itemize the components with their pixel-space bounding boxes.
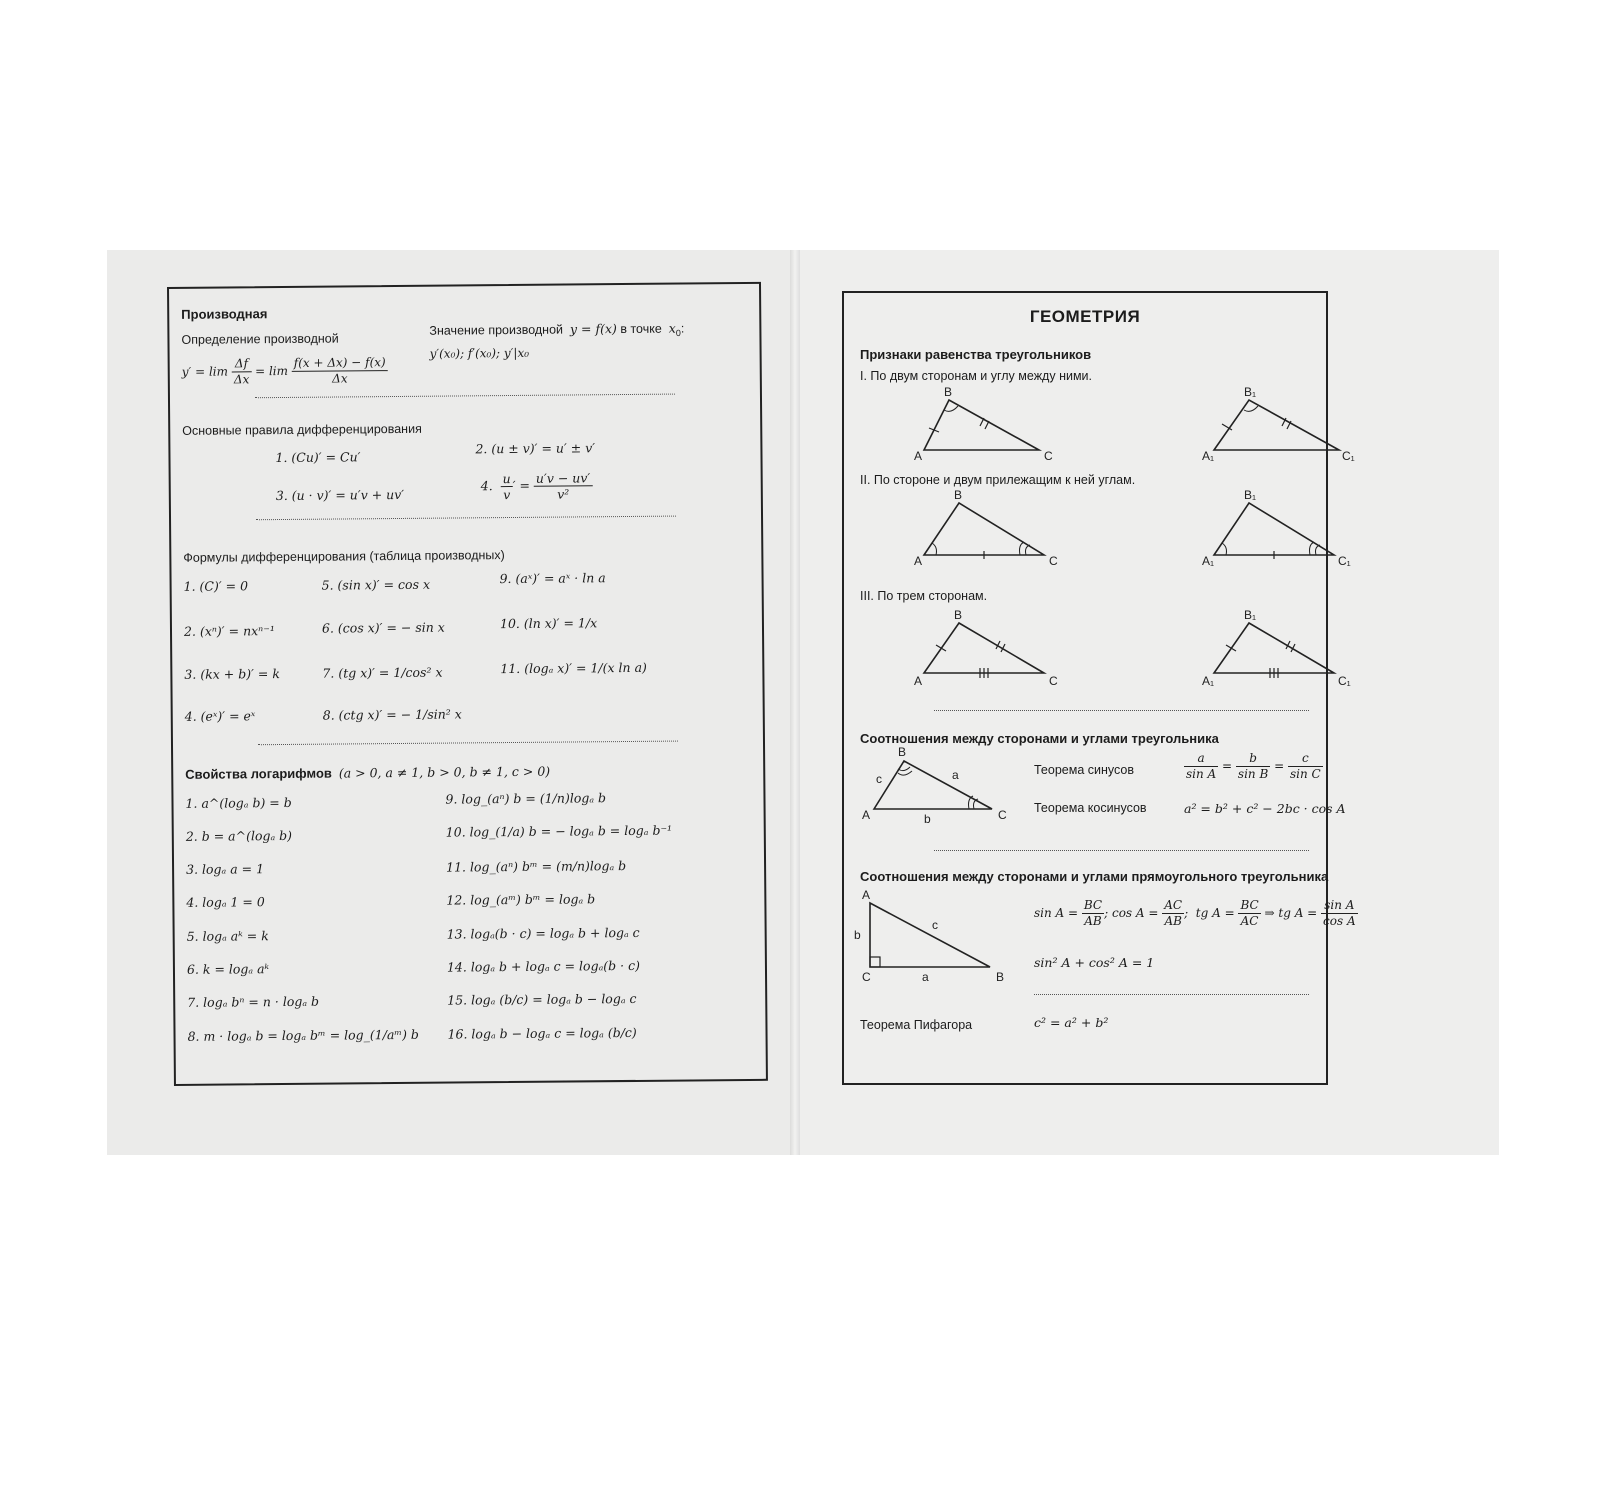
deriv-7: 7. (tg x)′ = 1/cos² x bbox=[322, 664, 443, 681]
label-C: C bbox=[1044, 449, 1053, 463]
log-2: 2. b = a^(logₐ b) bbox=[185, 827, 293, 844]
deriv-2: 2. (xⁿ)′ = nxⁿ⁻¹ bbox=[183, 623, 275, 639]
log-3: 3. logₐ a = 1 bbox=[186, 861, 265, 877]
rule-3: 3. (u · v)′ = u′v + uv′ bbox=[275, 486, 405, 504]
deriv-9: 9. (aˣ)′ = aˣ · ln a bbox=[499, 570, 606, 587]
label-side-a: a bbox=[922, 970, 929, 984]
criterion-2-triangles bbox=[914, 488, 1351, 573]
cosines-label: Теорема косинусов bbox=[1034, 801, 1147, 815]
log-12: 12. log_(aᵐ) bᵐ = logₐ b bbox=[446, 891, 596, 908]
log-7: 7. logₐ bⁿ = n · logₐ b bbox=[187, 993, 320, 1010]
label-B: B bbox=[954, 608, 963, 622]
log-14: 14. logₐ b + logₐ c = logₐ(b · c) bbox=[446, 957, 640, 975]
label-C: C bbox=[1049, 674, 1058, 688]
triangle-a1b1c1 bbox=[1214, 400, 1339, 450]
label-B1: B₁ bbox=[1244, 608, 1257, 622]
label-B1: B₁ bbox=[1244, 488, 1257, 502]
criterion-2: II. По стороне и двум прилежащим к ней углам. bbox=[860, 473, 1136, 487]
book-gutter bbox=[790, 250, 800, 1155]
criterion-1-triangles bbox=[914, 385, 1355, 468]
label-C1: C₁ bbox=[1342, 449, 1355, 463]
criterion-3-triangles bbox=[914, 608, 1351, 693]
log-4: 4. logₐ 1 = 0 bbox=[186, 894, 265, 910]
log-8: 8. m · logₐ b = logₐ bᵐ = log_(1/aᵐ) b bbox=[187, 1026, 419, 1044]
label-side-c: c bbox=[876, 772, 882, 786]
pythagoras-label: Теорема Пифагора bbox=[860, 1018, 973, 1032]
label-side-b: b bbox=[854, 928, 861, 942]
value-formula: y′(x₀); f′(x₀); y′|x₀ bbox=[429, 345, 530, 361]
geometry-title: ГЕОМЕТРИЯ bbox=[1029, 307, 1141, 326]
label-A1: A₁ bbox=[1202, 449, 1215, 463]
definition-label: Определение производной bbox=[181, 331, 339, 347]
log-condition: (a > 0, a ≠ 1, b > 0, b ≠ 1, c > 0) bbox=[338, 763, 551, 781]
log-1: 1. a^(logₐ b) = b bbox=[185, 794, 292, 811]
triangle-abc bbox=[924, 503, 1044, 555]
label-C: C bbox=[998, 808, 1007, 822]
label-B: B bbox=[944, 385, 953, 399]
trig-formulas: sin A = $\frac{BC}{AB}$ ; cos A = $\frac{AC}{AB}$ ; tg A = $\frac{BC}{AC}$ ⇒ tg A = $\frac{\text{sin A}}{\text{cos A}}$ bbox=[1034, 898, 1356, 928]
divider bbox=[934, 709, 1309, 711]
label-B: B bbox=[954, 488, 963, 502]
label-C: C bbox=[862, 970, 871, 984]
relations-title: Соотношения между сторонами и углами треугольника bbox=[860, 731, 1219, 746]
label-side-a: a bbox=[952, 768, 959, 782]
criterion-3: III. По трем сторонам. bbox=[860, 589, 988, 603]
log-9: 9. log_(aⁿ) b = (1/n)logₐ b bbox=[445, 790, 607, 807]
triangle-abc bbox=[924, 400, 1039, 450]
definition-formula: y′ = lim $\frac{\Delta f}{\Delta x}$ = lim $\frac{f(x + \Delta x) - f(x)}{\Delta x}$ bbox=[182, 355, 388, 388]
divider bbox=[258, 740, 678, 746]
label-A: A bbox=[862, 888, 871, 902]
sines-label: Теорема синусов bbox=[1034, 763, 1134, 777]
deriv-4: 4. (eˣ)′ = eˣ bbox=[184, 708, 256, 724]
deriv-10: 10. (ln x)′ = 1/x bbox=[499, 615, 598, 632]
divider bbox=[934, 849, 1309, 851]
log-15: 15. logₐ (b/c) = logₐ b − logₐ c bbox=[447, 990, 637, 1008]
right-frame bbox=[842, 291, 1356, 1085]
deriv-3: 3. (kx + b)′ = k bbox=[184, 666, 280, 682]
label-A: A bbox=[914, 674, 923, 688]
label-A: A bbox=[914, 449, 923, 463]
left-frame bbox=[167, 282, 768, 1086]
log-5: 5. logₐ aᵏ = k bbox=[186, 928, 269, 944]
deriv-8: 8. (ctg x)′ = − 1/sin² x bbox=[322, 706, 462, 723]
log-title: Свойства логарифмов bbox=[185, 765, 332, 782]
derivative-title: Производная bbox=[181, 306, 268, 322]
criterion-1: I. По двум сторонам и углу между ними. bbox=[860, 369, 1093, 383]
deriv-1: 1. (C)′ = 0 bbox=[183, 578, 249, 594]
deriv-6: 6. (cos x)′ = − sin x bbox=[321, 619, 445, 636]
sines-formula: $\frac{a}{\text{sin A}}$ = $\frac{b}{\text{sin B}}$ = $\frac{c}{\text{sin C}}$ bbox=[1186, 751, 1321, 781]
rule-1: 1. (Cu)′ = Cu′ bbox=[275, 449, 361, 466]
log-6: 6. k = logₐ aᵏ bbox=[186, 961, 270, 977]
log-title-row bbox=[185, 764, 550, 783]
label-C1: C₁ bbox=[1338, 674, 1351, 688]
label-A: A bbox=[862, 808, 871, 822]
value-label: Значение производной y = f(x) в точке $x_0$: bbox=[429, 320, 685, 339]
log-11: 11. log_(aⁿ) bᵐ = (m/n)logₐ b bbox=[446, 858, 627, 875]
triangle-a1b1c1 bbox=[1214, 503, 1334, 555]
right-triangle bbox=[854, 888, 1020, 984]
trig-identity: sin² A + cos² A = 1 bbox=[1034, 955, 1155, 970]
rules-title: Основные правила дифференцирования bbox=[182, 421, 422, 438]
label-C: C bbox=[1049, 554, 1058, 568]
deriv-5: 5. (sin x)′ = cos x bbox=[321, 576, 431, 593]
label-side-b: b bbox=[924, 812, 931, 826]
log-13: 13. logₐ(b · c) = logₐ b + logₐ c bbox=[446, 924, 640, 942]
label-side-c: c bbox=[932, 918, 938, 932]
label-A1: A₁ bbox=[1202, 554, 1215, 568]
rule-2: 2. (u ± v)′ = u′ ± v′ bbox=[475, 440, 596, 457]
label-A1: A₁ bbox=[1202, 674, 1215, 688]
right-triangle-title: Соотношения между сторонами и углами прямоугольного треугольника bbox=[860, 869, 1329, 884]
label-B: B bbox=[898, 745, 907, 759]
pythagoras-formula: c² = a² + b² bbox=[1034, 1015, 1109, 1030]
equality-title: Признаки равенства треугольников bbox=[860, 347, 1092, 362]
divider bbox=[256, 515, 676, 521]
table-title: Формулы дифференцирования (таблица производных) bbox=[183, 548, 505, 565]
divider bbox=[1034, 993, 1309, 995]
label-A: A bbox=[914, 554, 923, 568]
cosines-formula: a² = b² + c² − 2bc · cos A bbox=[1184, 801, 1346, 816]
divider bbox=[255, 393, 675, 399]
label-B: B bbox=[996, 970, 1005, 984]
log-16: 16. logₐ b − logₐ c = logₐ (b/c) bbox=[447, 1024, 637, 1042]
label-B1: B₁ bbox=[1244, 385, 1257, 399]
log-10: 10. log_(1/a) b = − logₐ b = logₐ b⁻¹ bbox=[445, 822, 673, 840]
rule-4: 4. $\frac{u}{v}$ ′ = $\frac{u'v - uv'}{\text{v²}}$ bbox=[481, 470, 593, 502]
general-triangle bbox=[862, 745, 1022, 826]
label-C1: C₁ bbox=[1338, 554, 1351, 568]
deriv-11: 11. (logₐ x)′ = 1/(x ln a) bbox=[500, 659, 647, 677]
